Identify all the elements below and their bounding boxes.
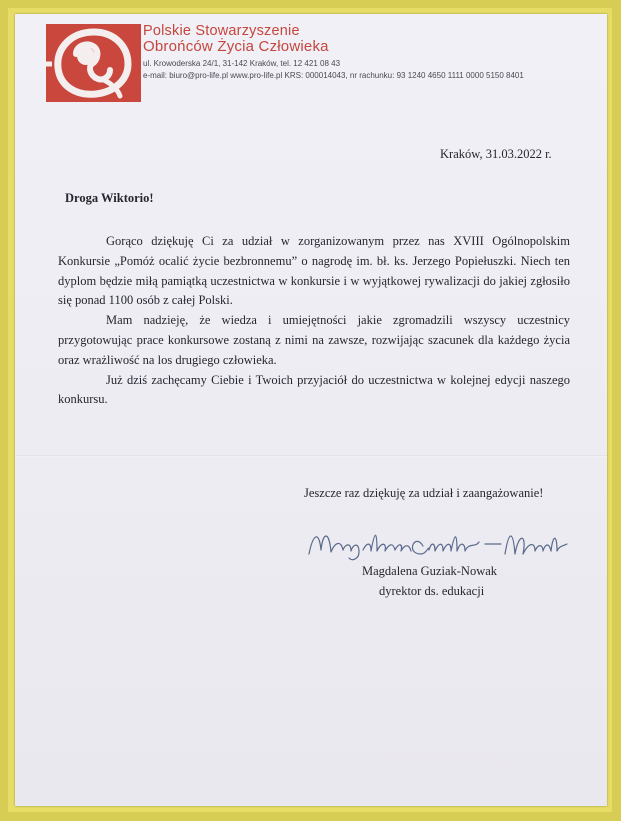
signature-scribble xyxy=(305,524,575,564)
signatory-name: Magdalena Guziak-Nowak xyxy=(362,564,498,578)
handwritten-signature xyxy=(305,524,575,564)
body-paragraph-3: Już dziś zachęcamy Ciebie i Twoich przyjaciół do uczestnictwa w kolejnej edycji naszego konkursu. xyxy=(58,372,570,407)
paper-fold-line xyxy=(15,455,607,457)
letter-closing: Jeszcze raz dziękuję za udział i zaangażowanie! xyxy=(304,486,544,500)
organization-name-line1: Polskie Stowarzyszenie xyxy=(143,23,300,39)
body-paragraph-2: Mam nadzieję, że wiedza i umiejętności jakie zgromadzili wszyscy uczestnicy przygotowując prace konkursowe zostaną z nimi na zawsze, rozwijając szacunek dla każdego życia oraz wrażliwość na los drugiego człowieka. xyxy=(58,313,570,367)
organization-name-line2: Obrońców Życia Człowieka xyxy=(143,38,329,55)
body-paragraph-1: Gorąco dziękuję Ci za udział w zorganizowanym przez nas XVIII Ogólnopolskim Konkursie „Pomóż ocalić życie bezbronnemu” o nagrodę im. bł. ks. Jerzego Popiełuszki. Niech ten dyplom będzie miłą pamiątką uczestnictwa w konkursie i w wyjątkowej rywalizacji do jakiej zgłosiło się ponad 1100 osób z całej Polski. xyxy=(58,234,570,308)
contact-line: e-mail: biuro@pro-life.pl www.pro-life.pl KRS: 000014043, nr rachunku: 93 1240 4650 1111 0000 5150 8401 xyxy=(143,71,524,80)
letter-date: Kraków, 31.03.2022 r. xyxy=(440,147,552,161)
signatory-title: dyrektor ds. edukacji xyxy=(379,584,485,598)
letter-page xyxy=(15,14,607,806)
organization-logo xyxy=(46,24,141,102)
organization-contact xyxy=(143,58,524,82)
address-line: ul. Krowoderska 24/1, 31-142 Kraków, tel. 12 421 08 43 xyxy=(143,59,341,68)
letter-greeting: Droga Wiktorio! xyxy=(65,191,154,205)
letter-body xyxy=(58,232,570,410)
fetus-logo-icon xyxy=(46,24,141,102)
organization-name xyxy=(143,23,329,55)
